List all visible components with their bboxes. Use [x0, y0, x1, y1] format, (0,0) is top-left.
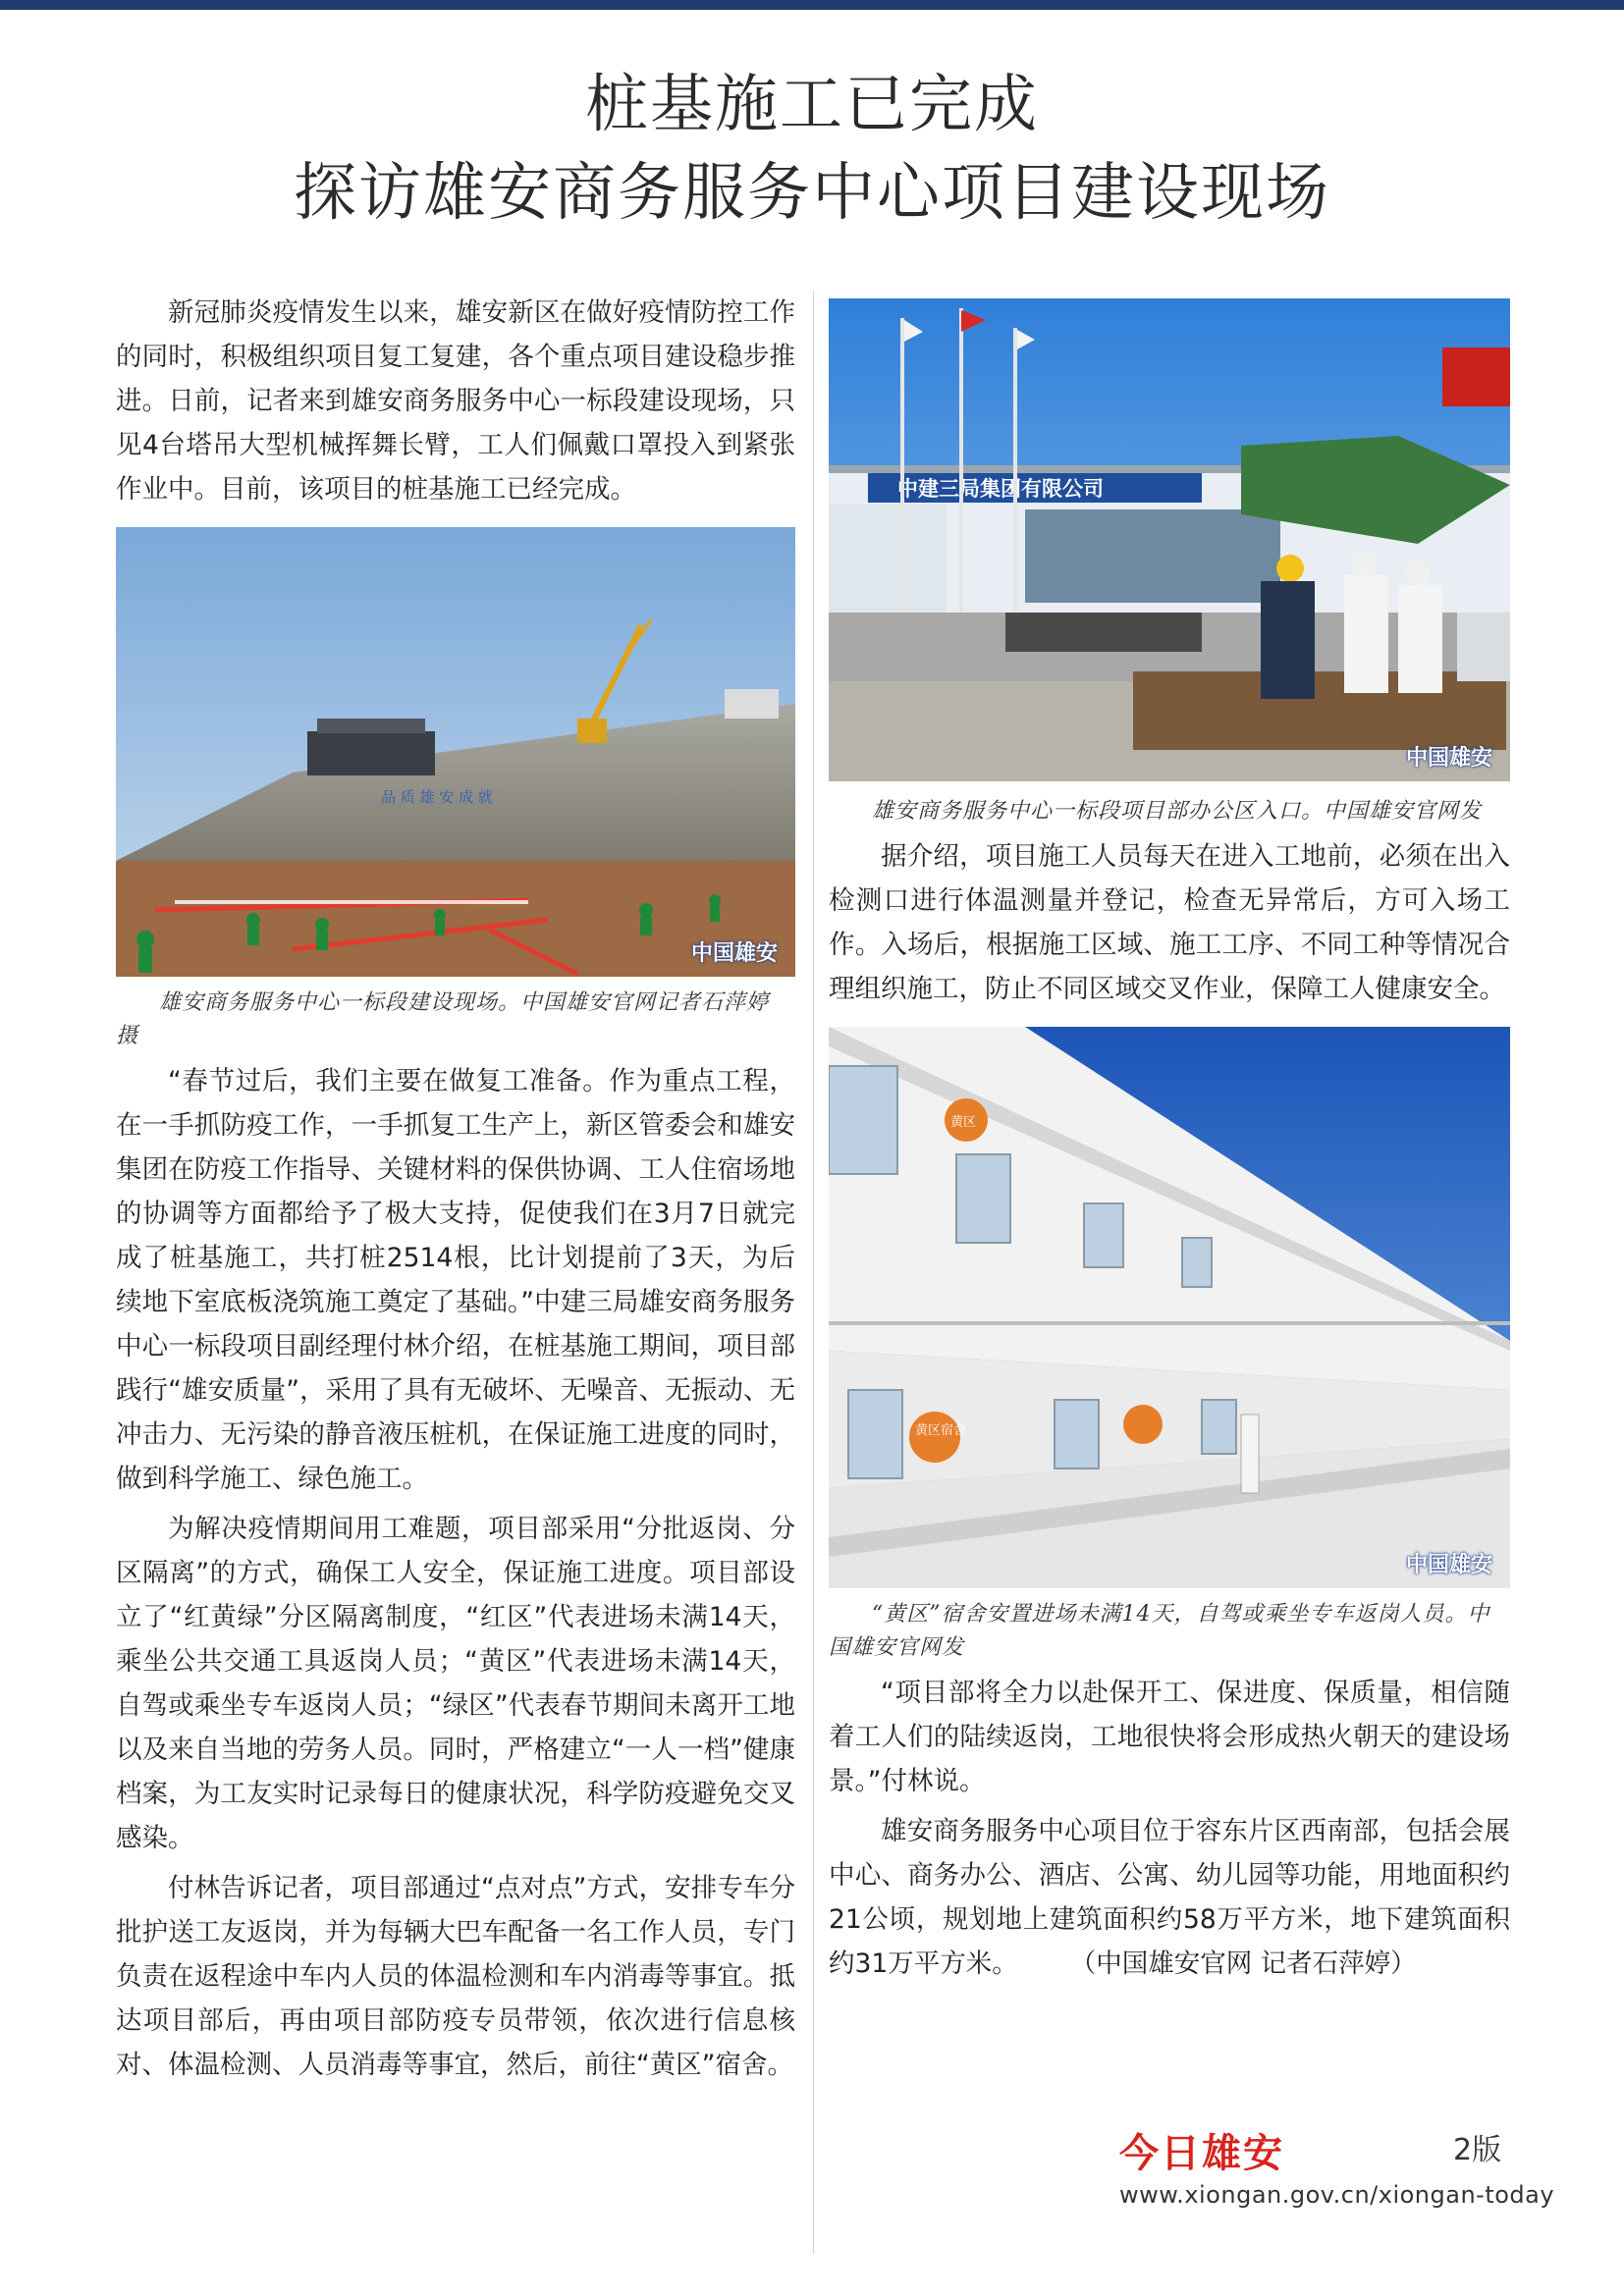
photo-watermark: 中国雄安	[690, 940, 778, 966]
paragraph-1: 新冠肺炎疫情发生以来，雄安新区在做好疫情防控工作的同时，积极组织项目复工复建，各个重点项目建设稳步推进。日前，记者来到雄安商务服务中心一标段建设现场，只见4台塔吊大型机械挥舞长臂，工人们佩戴口罩投入到紧张作业中。目前，该项目的桩基施工已经完成。	[116, 297, 795, 505]
left-column	[116, 291, 795, 2087]
publication-logo: 今日雄安	[1119, 2130, 1284, 2176]
top-color-bar	[0, 0, 1624, 10]
photo-watermark: 中国雄安	[1405, 745, 1492, 771]
office-entrance-photo	[829, 298, 1510, 781]
right-column	[829, 298, 1510, 1986]
company-sign: 中建三局集团有限公司	[897, 477, 1104, 501]
column-divider	[813, 291, 814, 2254]
paragraph-3: 为解决疫情期间用工难题，项目部采用“分批返岗、分区隔离”的方式，确保工人安全，保证施工进度。项目部设立了“红黄绿”分区隔离制度，“红区”代表进场未满14天，乘坐公共交通工具返岗人员；“黄区”代表进场未满14天，自驾或乘坐专车返岗人员；“绿区”代表春节期间未离开工地以及来自当地的劳务人员。同时，严格建立“一人一档”健康档案，为工友实时记录每日的健康状况，科学防疫避免交叉感染。	[116, 1514, 795, 1853]
paragraph-7: 雄安商务服务中心项目位于容东片区西南部，包括会展中心、商务办公、酒店、公寓、幼儿园等功能，用地面积约21公顷，规划地上建筑面积约58万平方米，地下建筑面积约31万平方米。 （中国雄安官网 记者石萍婷）	[829, 1816, 1510, 1979]
title-line-1: 桩基施工已完成	[585, 69, 1039, 141]
site-banner: 品 质 雄 安 成 就	[381, 788, 493, 806]
paragraph-4: 付林告诉记者，项目部通过“点对点”方式，安排专车分批护送工友返岗，并为每辆大巴车配备一名工作人员，专门负责在返程途中车内人员的体温检测和车内消毒等事宜。抵达项目部后，再由项目部防疫专员带领，依次进行信息核对、体温检测、人员消毒等事宜，然后，前往“黄区”宿舍。	[116, 1873, 795, 2080]
zone-sign-top: 黄区	[950, 1115, 977, 1130]
construction-site-photo	[116, 527, 795, 977]
dormitory-photo	[829, 1027, 1510, 1588]
paragraph-5: 据介绍，项目施工人员每天在进入工地前，必须在出入检测口进行体温测量并登记，检查无异常后，方可入场工作。入场后，根据施工区域、施工工序、不同工种等情况合理组织施工，防止不同区域交叉作业，保障工人健康安全。	[829, 841, 1510, 1004]
photo-caption-3: “黄区”宿舍安置进场未满14天，自驾或乘坐专车返岗人员。中国雄安官网发	[829, 1602, 1490, 1660]
photo-caption-1: 雄安商务服务中心一标段建设现场。中国雄安官网记者石萍婷 摄	[116, 990, 770, 1048]
website-url: www.xiongan.gov.cn/xiongan-today	[1119, 2181, 1555, 2209]
photo-watermark: 中国雄安	[1405, 1552, 1492, 1577]
article-title	[0, 61, 1624, 238]
page-number: 2版	[1453, 2133, 1502, 2167]
photo-caption-2: 雄安商务服务中心一标段项目部办公区入口。中国雄安官网发	[872, 799, 1483, 824]
paragraph-6: “项目部将全力以赴保开工、保进度、保质量，相信随着工人们的陆续返岗，工地很快将会形成热火朝天的建设场景。”付林说。	[829, 1678, 1510, 1796]
title-line-2: 探访雄安商务服务中心项目建设现场	[294, 157, 1330, 230]
zone-sign-bottom: 黄区宿舍	[915, 1423, 967, 1438]
paragraph-2: “春节过后，我们主要在做复工准备。作为重点工程，在一手抓防疫工作，一手抓复工生产上，新区管委会和雄安集团在防疫工作指导、关键材料的保供协调、工人住宿场地的协调等方面都给予了极大支持，促使我们在3月7日就完成了桩基施工，共打桩2514根，比计划提前了3天，为后续地下室底板浇筑施工奠定了基础。”中建三局雄安商务服务中心一标段项目副经理付林介绍，在桩基施工期间，项目部践行“雄安质量”，采用了具有无破坏、无噪音、无振动、无冲击力、无污染的静音液压桩机，在保证施工进度的同时，做到科学施工、绿色施工。	[116, 1066, 795, 1494]
